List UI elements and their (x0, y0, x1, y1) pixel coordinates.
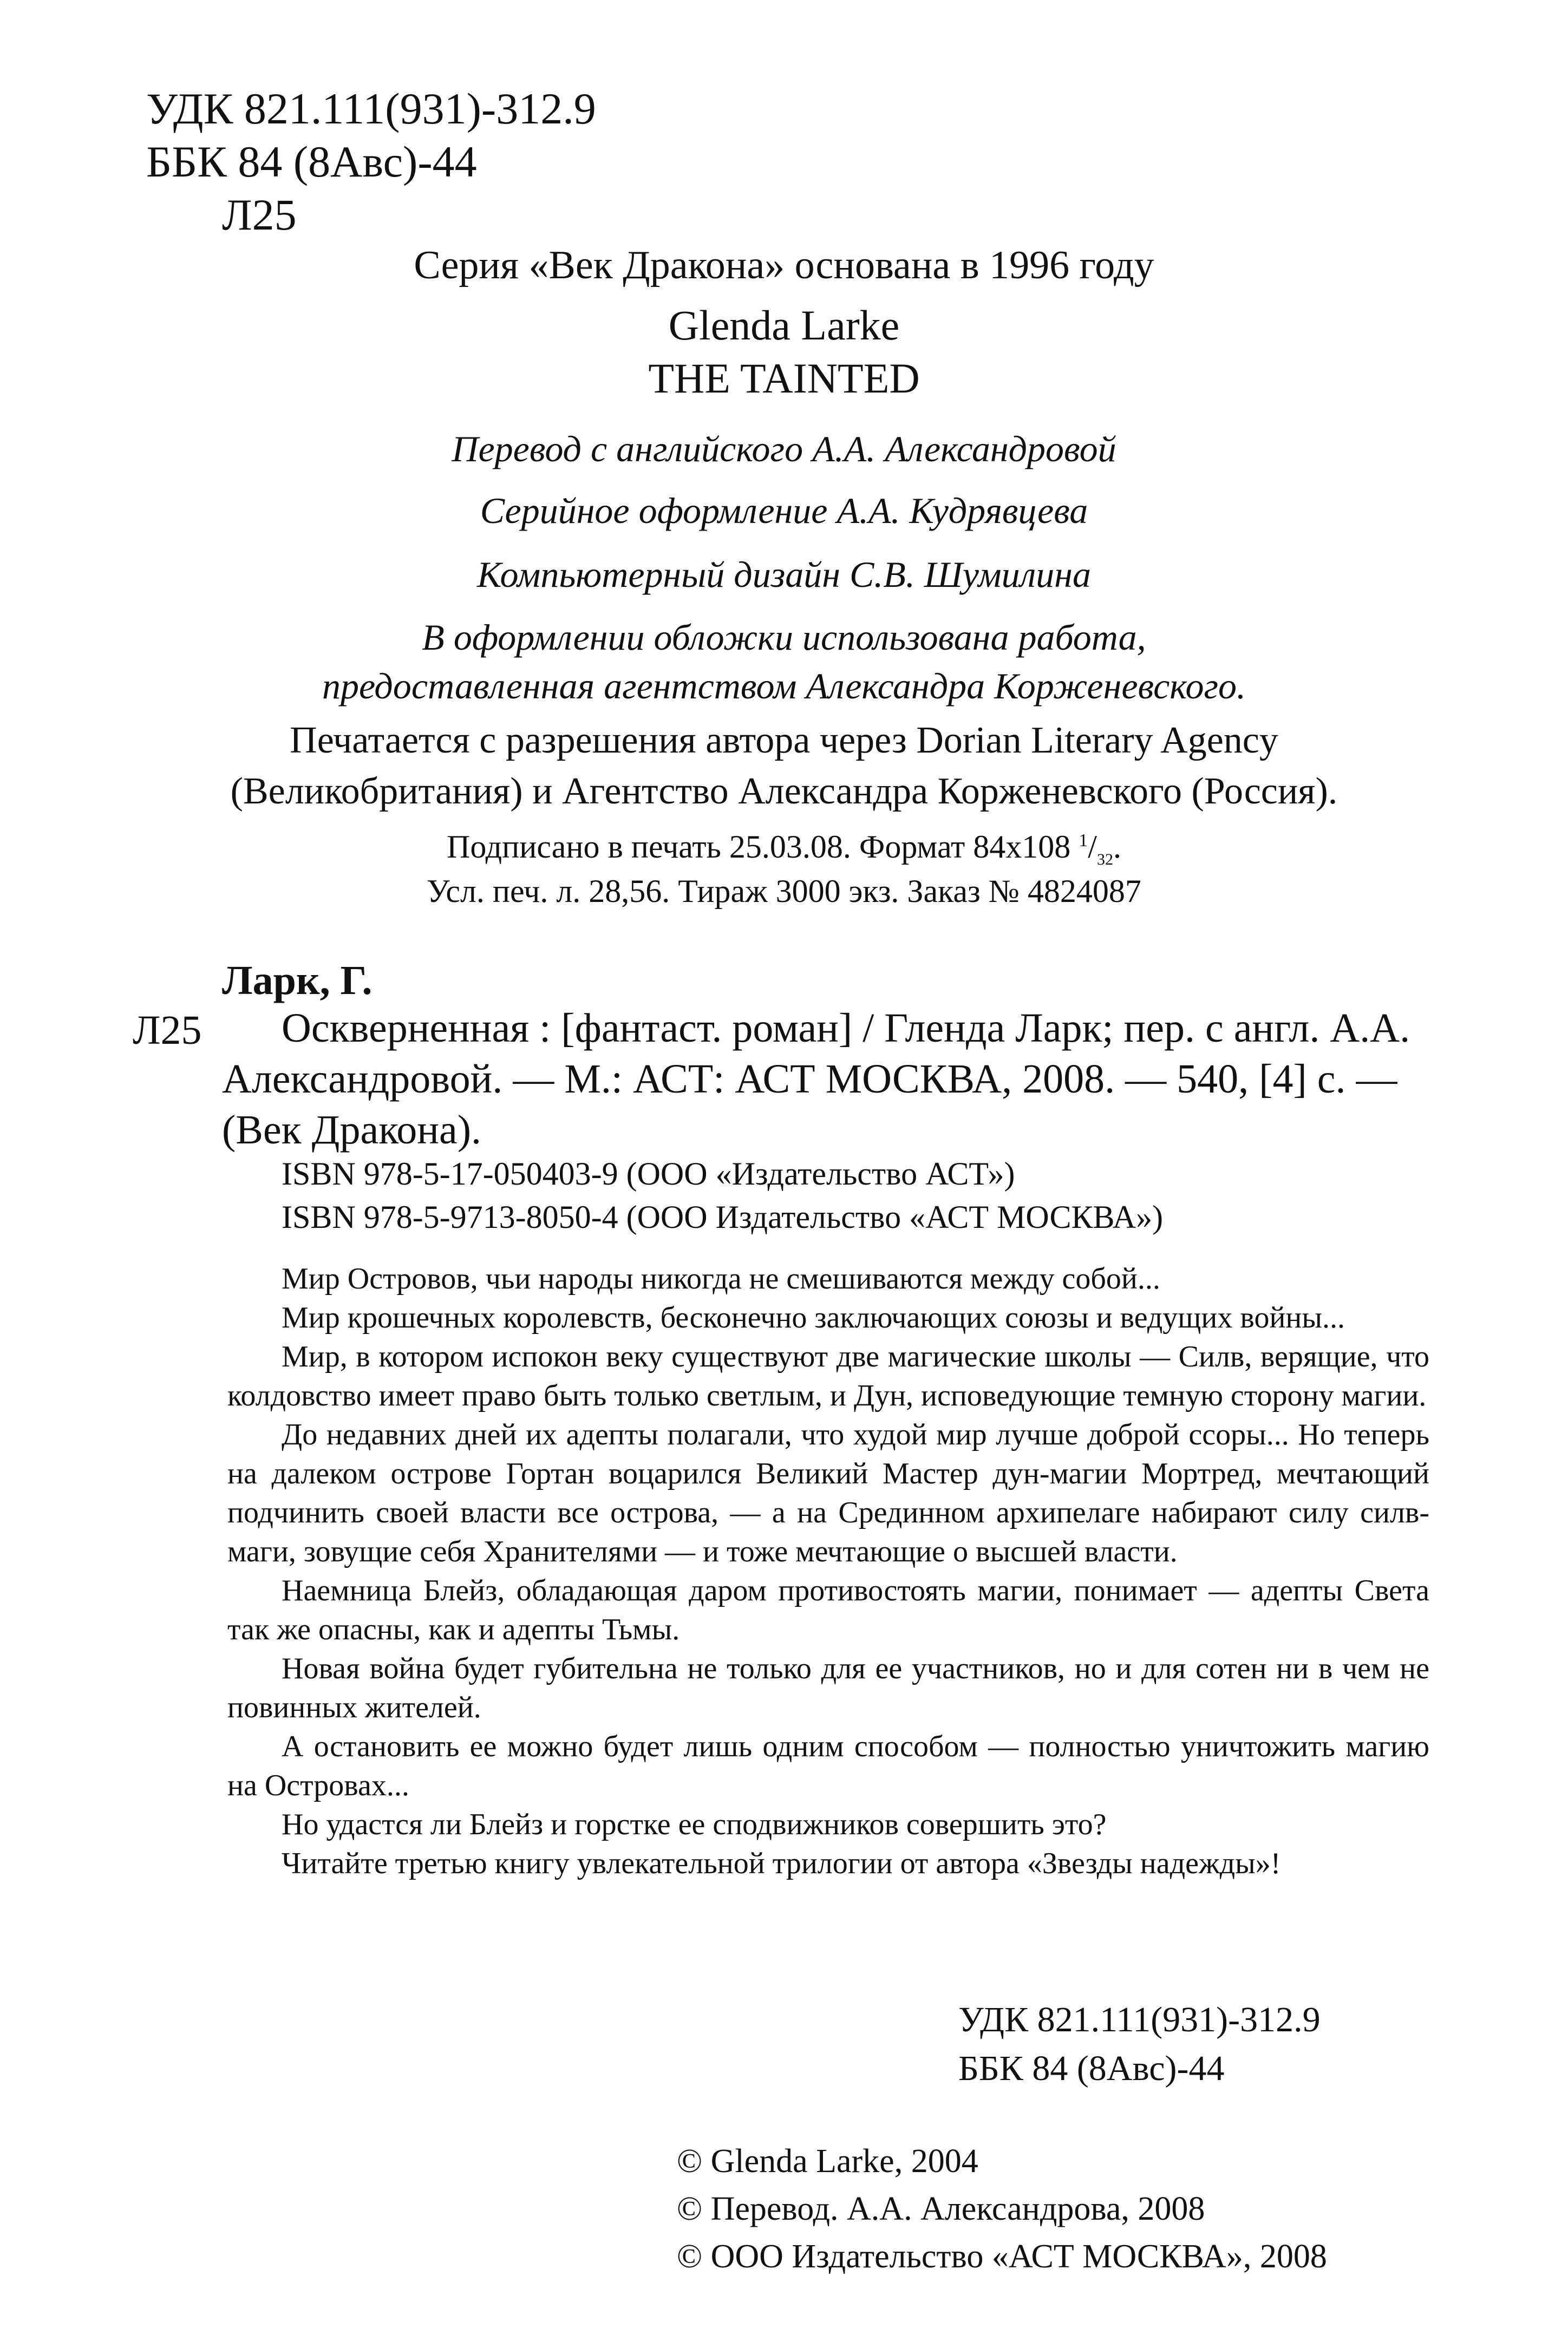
format-fraction-numerator: 1 (1079, 831, 1088, 851)
annotation-paragraph: Новая война будет губительна не только для ее участников, но и для сотен ни в чем не повинных жителей. (227, 1652, 1429, 1724)
catalog-description-text: Оскверненная : [фантаст. роман] / Гленда Ларк; пер. с англ. А.А. Александровой. — М.: АСТ: АСТ МОСКВА, 2008. — 540, [4] с. — (Век Дракона). (222, 1005, 1410, 1153)
annotation-paragraph: Мир крошечных королевств, бесконечно заключающих союзы и ведущих войны... (282, 1301, 1345, 1335)
annotation-paragraph: Мир, в котором испокон веку существуют две магические школы — Силв, верящие, что колдовство имеет право быть только светлым, и Дун, исповедующие темную сторону магии. (227, 1340, 1429, 1413)
catalog-description (222, 1003, 1424, 1155)
original-author: Glenda Larke (668, 302, 900, 349)
catalog-author-heading: Ларк, Г. (222, 958, 373, 1003)
print-info-text: Подписано в печать 25.03.08. Формат 84х108 (447, 829, 1071, 865)
bbk-code: ББК 84 (8Авс)-44 (146, 137, 477, 186)
isbn-ast: ISBN 978-5-17-050403-9 (ООО «Издательство АСТ») (282, 1156, 1015, 1192)
annotation-paragraph: Читайте третью книгу увлекательной трилогии от автора «Звезды надежды»! (282, 1847, 1281, 1880)
copyright-translation: © Перевод. А.А. Александрова, 2008 (677, 2190, 1205, 2227)
computer-design-credit: Компьютерный дизайн С.В. Шумилина (476, 554, 1092, 595)
translation-credit: Перевод с английского А.А. Александровой (452, 428, 1116, 469)
print-info-end: . (1113, 829, 1121, 865)
isbn-ast-moskva: ISBN 978-5-9713-8050-4 (ООО Издательство «АСТ МОСКВА») (282, 1199, 1164, 1235)
annotation-paragraph: А остановить ее можно будет лишь одним способом — полностью уничтожить магию на Островах... (227, 1730, 1429, 1802)
annotation-paragraph: Но удастся ли Блейз и горстке ее сподвижников совершить это? (282, 1808, 1107, 1841)
annotation-paragraph: До недавних дней их адепты полагали, что худой мир лучше доброй ссоры... Но теперь на далеком острове Гортан воцарился Великий Мастер дун-магии Мортред, мечтающий подчинить своей власти все острова, — а на Срединном архипелаге набирают силу силв-маги, зовущие себя Хранителями — и тоже мечтающие о высшей власти. (227, 1418, 1429, 1568)
print-info-line2: Усл. печ. л. 28,56. Тираж 3000 экз. Заказ № 4824087 (427, 873, 1141, 909)
annotation-paragraph: Наемница Блейз, обладающая даром противостоять магии, понимает — адепты Света так же опасны, как и адепты Тьмы. (227, 1574, 1429, 1646)
print-info-line1: Подписано в печать 25.03.08. Формат 84х108 $^1/_{32}$. (447, 829, 1121, 868)
author-code: Л25 (222, 190, 297, 239)
format-fraction-denominator: 32 (1096, 851, 1113, 868)
udk-code: УДК 821.111(931)-312.9 (146, 84, 596, 133)
permission-line1: Печатается с разрешения автора через Dorian Literary Agency (290, 720, 1278, 761)
series-line: Серия «Век Дракона» основана в 1996 году (414, 243, 1154, 287)
series-design-credit: Серийное оформление А.А. Кудрявцева (480, 490, 1088, 531)
cover-credit-line2: предоставленная агентством Александра Корженевского. (322, 665, 1246, 707)
copyright-publisher: © ООО Издательство «АСТ МОСКВА», 2008 (677, 2238, 1327, 2275)
annotation (227, 1259, 1429, 1883)
annotation-paragraph: Мир Островов, чьи народы никогда не смешиваются между собой... (282, 1262, 1160, 1296)
footer-udk-code: УДК 821.111(931)-312.9 (958, 2000, 1321, 2039)
cover-credit-line1: В оформлении обложки использована работа, (422, 617, 1146, 658)
catalog-code: Л25 (133, 1008, 202, 1053)
footer-bbk-code: ББК 84 (8Авс)-44 (958, 2049, 1225, 2088)
original-title: THE TAINTED (648, 355, 920, 402)
permission-line2: (Великобритания) и Агентство Александра Корженевского (Россия). (230, 770, 1338, 812)
copyright-author: © Glenda Larke, 2004 (677, 2143, 978, 2180)
